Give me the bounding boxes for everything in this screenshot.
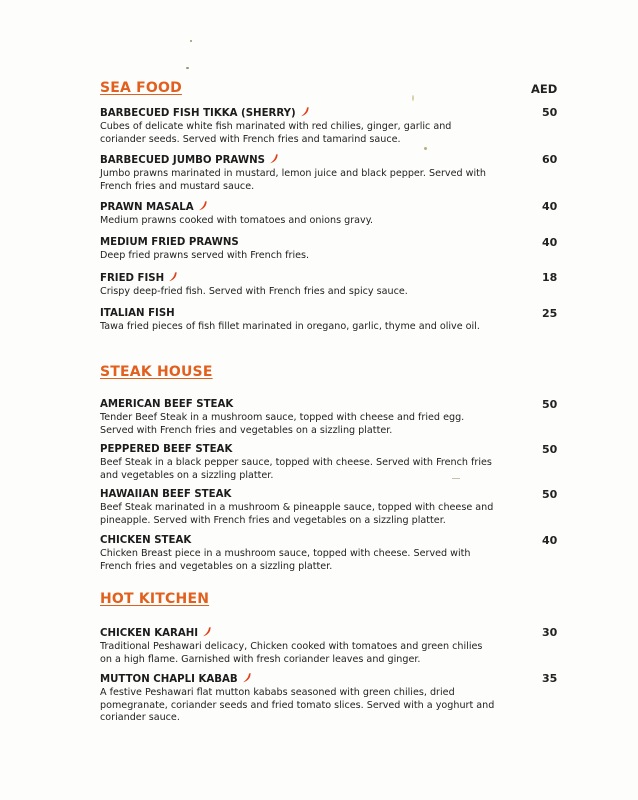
item-price: 50 <box>542 488 558 501</box>
item-description: Traditional Peshawari delicacy, Chicken cooked with tomatoes and green chilies on a high flame. Garnished with fresh coriander leaves and ginger. <box>100 641 483 665</box>
item-name: BARBECUED FISH TIKKA (SHERRY) <box>100 108 296 119</box>
chili-icon <box>201 626 212 637</box>
item-name: CHICKEN STEAK <box>100 535 192 546</box>
menu-item <box>100 153 560 193</box>
section-seafood <box>100 80 560 332</box>
item-name: HAWAIIAN BEEF STEAK <box>100 489 232 500</box>
item-name: PEPPERED BEEF STEAK <box>100 444 233 455</box>
chili-icon <box>241 672 252 683</box>
item-price: 40 <box>542 236 558 249</box>
menu-item <box>100 488 560 527</box>
item-name: PRAWN MASALA <box>100 202 194 213</box>
paper-speck <box>424 147 427 150</box>
item-description: A festive Peshawari flat mutton kababs seasoned with green chilies, dried pomegranate, coriander seeds and fried tomato slices. Served with a yoghurt and coriander sauce. <box>100 687 495 723</box>
section-title: HOT KITCHEN <box>100 591 210 607</box>
item-description: Beef Steak in a black pepper sauce, topped with cheese. Served with French fries and vegetables on a sizzling platter. <box>100 457 492 481</box>
menu-item <box>100 106 560 146</box>
chili-icon <box>299 106 310 117</box>
item-name: BARBECUED JUMBO PRAWNS <box>100 155 265 166</box>
item-description: Tawa fried pieces of fish fillet marinated in oregano, garlic, thyme and olive oil. <box>100 321 480 332</box>
item-description: Cubes of delicate white fish marinated with red chilies, ginger, garlic and coriander seeds. Served with French fries and tamarind sauce. <box>100 121 452 145</box>
item-name: MUTTON CHAPLI KABAB <box>100 674 238 685</box>
item-name: CHICKEN KARAHI <box>100 628 199 639</box>
menu-item <box>100 271 560 299</box>
item-price: 60 <box>542 153 558 166</box>
section-title: STEAK HOUSE <box>100 364 213 380</box>
item-price: 50 <box>542 398 558 411</box>
paper-speck <box>190 40 192 42</box>
menu-item <box>100 672 560 725</box>
item-description: Beef Steak marinated in a mushroom & pineapple sauce, topped with cheese and pineapple. Served with French fries and vegetables on a sizzling platter. <box>100 502 494 526</box>
menu-item <box>100 200 560 228</box>
chili-icon <box>268 153 279 164</box>
menu-item <box>100 307 560 334</box>
item-name: MEDIUM FRIED PRAWNS <box>100 237 239 248</box>
item-price: 25 <box>542 307 558 320</box>
item-price: 50 <box>542 443 558 456</box>
item-description: Chicken Breast piece in a mushroom sauce, topped with cheese. Served with French fries and vegetables on a sizzling platter. <box>100 548 471 572</box>
chili-icon <box>167 271 178 282</box>
item-description: Medium prawns cooked with tomatoes and onions gravy. <box>100 215 374 226</box>
menu-item <box>100 443 560 482</box>
item-price: 40 <box>542 200 558 213</box>
menu-item <box>100 398 560 437</box>
item-price: 40 <box>542 534 558 547</box>
chili-icon <box>197 200 208 211</box>
menu-item <box>100 626 560 666</box>
section-steak-house <box>100 364 560 572</box>
item-price: 18 <box>542 271 558 284</box>
menu-item <box>100 534 560 573</box>
section-hot-kitchen <box>100 591 560 723</box>
currency-label: AED <box>531 82 558 96</box>
item-description: Tender Beef Steak in a mushroom sauce, topped with cheese and fried egg. Served with French fries and vegetables on a sizzling platter. <box>100 412 465 436</box>
item-price: 35 <box>542 672 558 685</box>
item-name: AMERICAN BEEF STEAK <box>100 399 234 410</box>
item-price: 50 <box>542 106 558 119</box>
item-name: ITALIAN FISH <box>100 308 175 319</box>
item-description: Deep fried prawns served with French fries. <box>100 250 310 261</box>
item-description: Jumbo prawns marinated in mustard, lemon juice and black pepper. Served with French fries and mustard sauce. <box>100 168 486 192</box>
menu-item <box>100 236 560 263</box>
section-title: SEA FOOD <box>100 80 182 96</box>
item-description: Crispy deep-fried fish. Served with French fries and spicy sauce. <box>100 286 408 297</box>
item-price: 30 <box>542 626 558 639</box>
item-name: FRIED FISH <box>100 273 165 284</box>
paper-speck <box>186 67 189 69</box>
